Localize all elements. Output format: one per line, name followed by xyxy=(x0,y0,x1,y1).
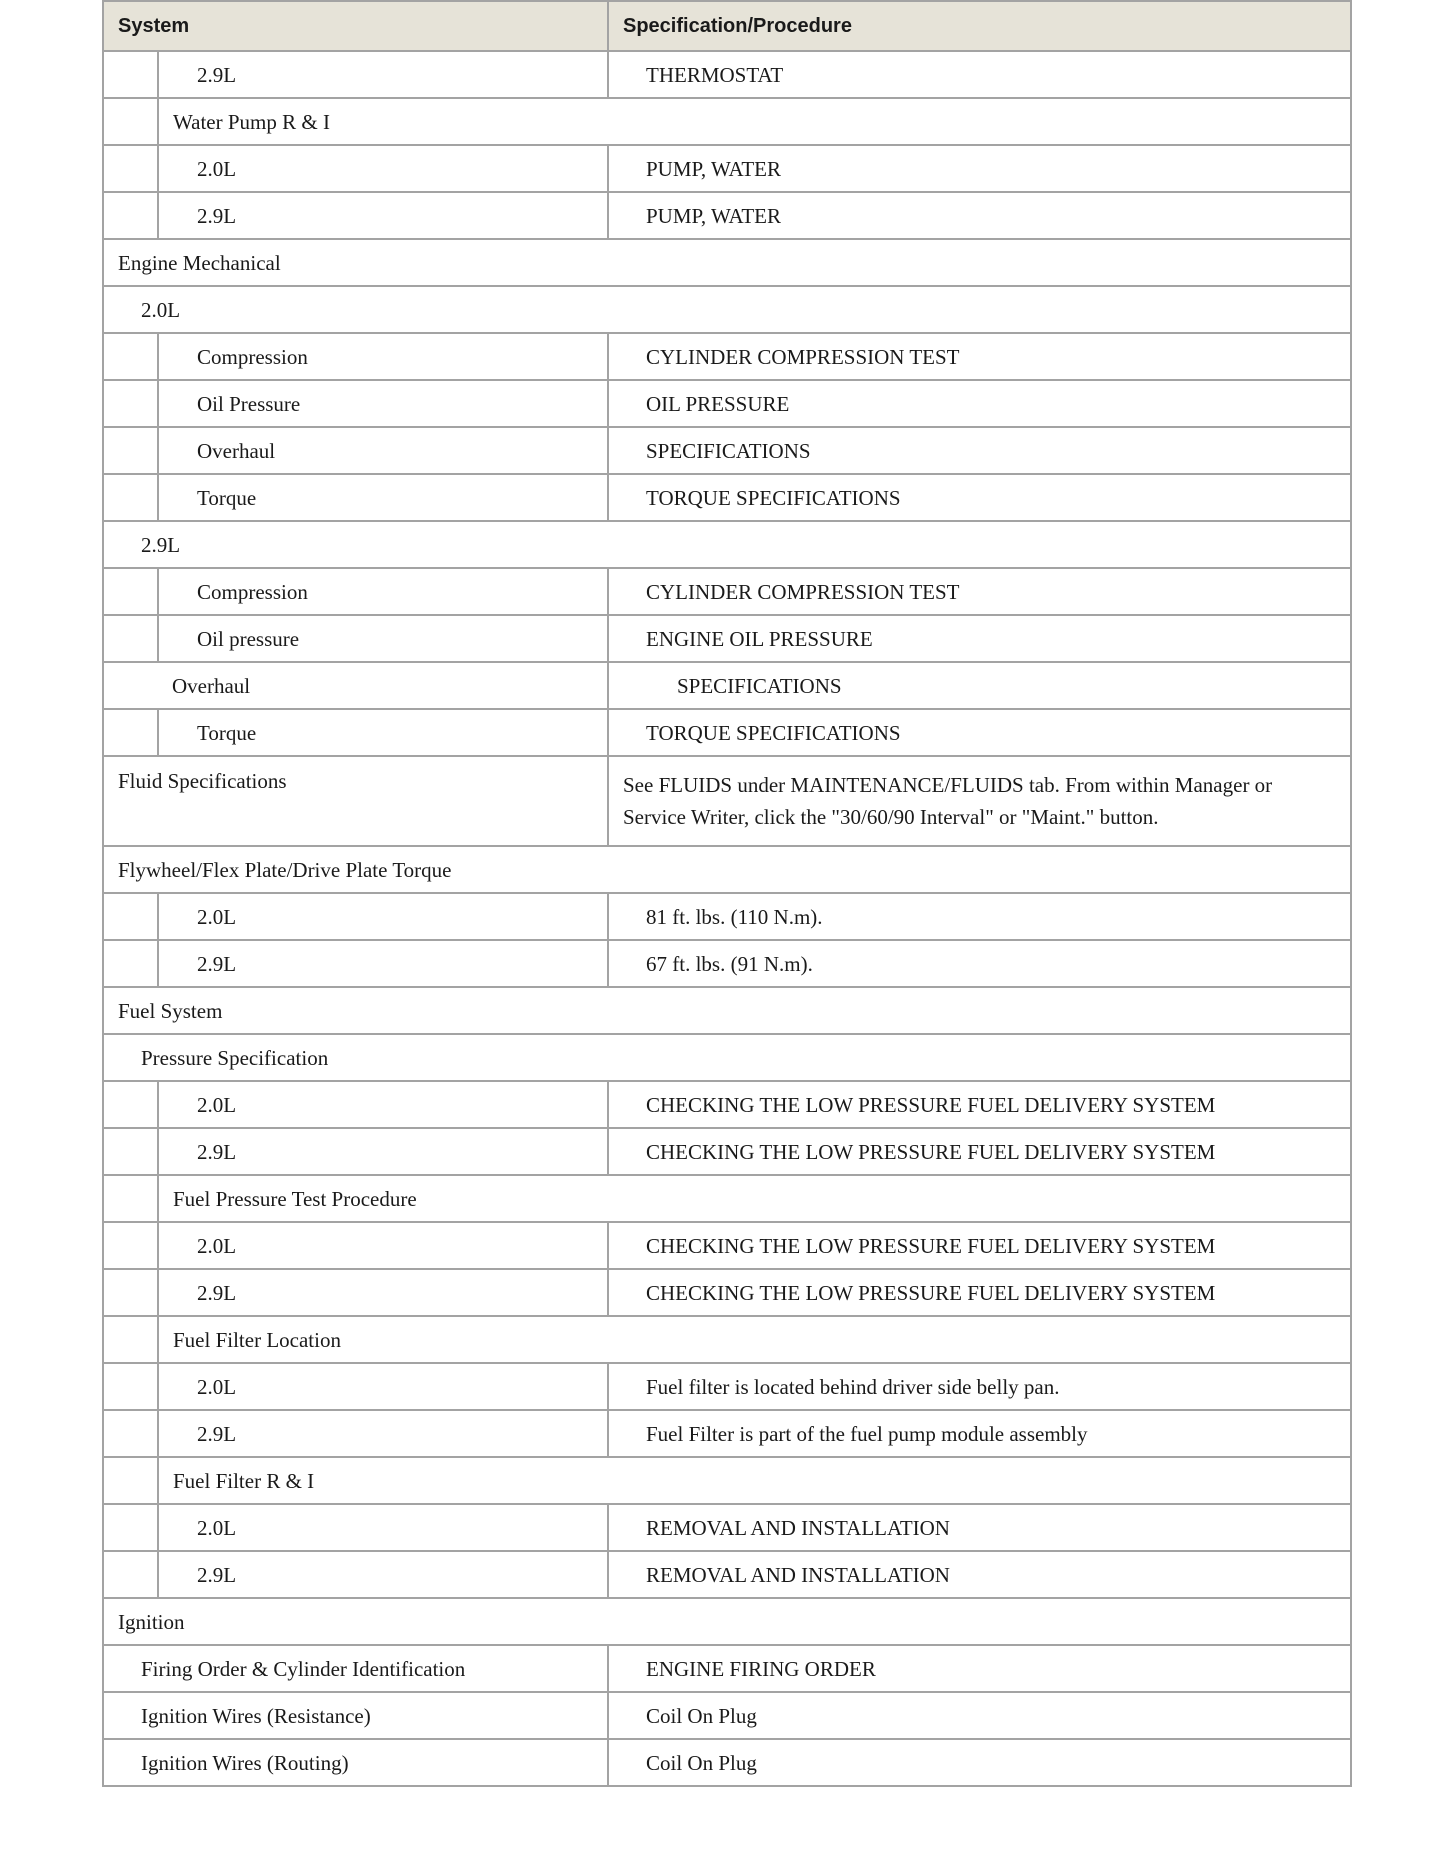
row-value: OIL PRESSURE xyxy=(608,380,1351,427)
indent-cell xyxy=(103,333,158,380)
indent-cell xyxy=(103,615,158,662)
row-value: REMOVAL AND INSTALLATION xyxy=(608,1504,1351,1551)
row-label: 2.9L xyxy=(158,1551,608,1598)
row-label: Firing Order & Cylinder Identification xyxy=(103,1645,608,1692)
row-subheading: Water Pump R & I xyxy=(158,98,1351,145)
table-row xyxy=(103,1598,1351,1645)
indent-cell xyxy=(103,940,158,987)
indent-cell xyxy=(103,1504,158,1551)
indent-cell xyxy=(103,709,158,756)
table-row xyxy=(103,1739,1351,1786)
row-label: 2.0L xyxy=(158,893,608,940)
indent-cell xyxy=(103,145,158,192)
row-label: 2.0L xyxy=(158,1222,608,1269)
indent-cell xyxy=(103,98,158,145)
table-row xyxy=(103,1363,1351,1410)
table-row xyxy=(103,846,1351,893)
indent-cell xyxy=(103,1363,158,1410)
row-value: SPECIFICATIONS xyxy=(608,662,1351,709)
table-row xyxy=(103,1081,1351,1128)
row-label: Torque xyxy=(158,474,608,521)
row-subheading: 2.9L xyxy=(103,521,1351,568)
indent-cell xyxy=(103,568,158,615)
row-value: CHECKING THE LOW PRESSURE FUEL DELIVERY SYSTEM xyxy=(608,1222,1351,1269)
table-row xyxy=(103,98,1351,145)
table-row xyxy=(103,192,1351,239)
row-value: CHECKING THE LOW PRESSURE FUEL DELIVERY SYSTEM xyxy=(608,1128,1351,1175)
row-label: Ignition Wires (Resistance) xyxy=(103,1692,608,1739)
row-label: Oil pressure xyxy=(158,615,608,662)
table-row xyxy=(103,333,1351,380)
indent-cell xyxy=(103,1457,158,1504)
row-value: TORQUE SPECIFICATIONS xyxy=(608,474,1351,521)
row-value: REMOVAL AND INSTALLATION xyxy=(608,1551,1351,1598)
row-value: Coil On Plug xyxy=(608,1692,1351,1739)
row-subheading: 2.0L xyxy=(103,286,1351,333)
row-label: 2.9L xyxy=(158,1128,608,1175)
table-row xyxy=(103,474,1351,521)
indent-cell xyxy=(103,192,158,239)
row-label: Compression xyxy=(158,333,608,380)
indent-cell xyxy=(103,380,158,427)
table-row xyxy=(103,145,1351,192)
table-row xyxy=(103,380,1351,427)
row-label: Fluid Specifications xyxy=(103,756,608,846)
row-value: CHECKING THE LOW PRESSURE FUEL DELIVERY SYSTEM xyxy=(608,1081,1351,1128)
table-row xyxy=(103,568,1351,615)
indent-cell xyxy=(103,474,158,521)
table-row xyxy=(103,1128,1351,1175)
row-label: Oil Pressure xyxy=(158,380,608,427)
table-row xyxy=(103,1175,1351,1222)
row-value: PUMP, WATER xyxy=(608,192,1351,239)
row-label: 2.0L xyxy=(158,1081,608,1128)
row-label: Compression xyxy=(158,568,608,615)
row-value: ENGINE OIL PRESSURE xyxy=(608,615,1351,662)
row-value: 81 ft. lbs. (110 N.m). xyxy=(608,893,1351,940)
row-subheading: Pressure Specification xyxy=(103,1034,1351,1081)
section-heading: Flywheel/Flex Plate/Drive Plate Torque xyxy=(103,846,1351,893)
column-header-specification: Specification/Procedure xyxy=(608,1,1351,51)
section-heading: Engine Mechanical xyxy=(103,239,1351,286)
row-label: 2.9L xyxy=(158,51,608,98)
row-value: THERMOSTAT xyxy=(608,51,1351,98)
row-label: 2.9L xyxy=(158,1269,608,1316)
indent-cell xyxy=(103,1551,158,1598)
section-heading: Ignition xyxy=(103,1598,1351,1645)
column-header-system: System xyxy=(103,1,608,51)
table-row xyxy=(103,1645,1351,1692)
indent-cell xyxy=(103,893,158,940)
row-label: 2.9L xyxy=(158,940,608,987)
table-row xyxy=(103,1551,1351,1598)
row-label: 2.0L xyxy=(158,1363,608,1410)
table-row xyxy=(103,1222,1351,1269)
row-value: CHECKING THE LOW PRESSURE FUEL DELIVERY SYSTEM xyxy=(608,1269,1351,1316)
indent-cell xyxy=(103,1410,158,1457)
row-label: Overhaul xyxy=(103,662,608,709)
row-value: Fuel Filter is part of the fuel pump module assembly xyxy=(608,1410,1351,1457)
row-value: 67 ft. lbs. (91 N.m). xyxy=(608,940,1351,987)
row-label: 2.0L xyxy=(158,1504,608,1551)
table-row xyxy=(103,893,1351,940)
table-row xyxy=(103,662,1351,709)
row-label: Overhaul xyxy=(158,427,608,474)
indent-cell xyxy=(103,1175,158,1222)
row-value: TORQUE SPECIFICATIONS xyxy=(608,709,1351,756)
specification-table xyxy=(102,0,1352,1787)
row-value: ENGINE FIRING ORDER xyxy=(608,1645,1351,1692)
table-row xyxy=(103,1034,1351,1081)
row-value: SPECIFICATIONS xyxy=(608,427,1351,474)
table-row xyxy=(103,286,1351,333)
row-value: CYLINDER COMPRESSION TEST xyxy=(608,568,1351,615)
indent-cell xyxy=(103,1316,158,1363)
row-subheading: Fuel Filter Location xyxy=(158,1316,1351,1363)
indent-cell xyxy=(103,1269,158,1316)
table-row xyxy=(103,756,1351,846)
table-row xyxy=(103,1457,1351,1504)
row-label: Torque xyxy=(158,709,608,756)
table-row xyxy=(103,1692,1351,1739)
table-row xyxy=(103,51,1351,98)
table-row xyxy=(103,1269,1351,1316)
row-value: PUMP, WATER xyxy=(608,145,1351,192)
row-value: CYLINDER COMPRESSION TEST xyxy=(608,333,1351,380)
table-row xyxy=(103,940,1351,987)
row-value: See FLUIDS under MAINTENANCE/FLUIDS tab. From within Manager or Service Writer, click the "30/60/90 Interval" or "Maint." button. xyxy=(608,756,1351,846)
indent-cell xyxy=(103,1222,158,1269)
table-row xyxy=(103,987,1351,1034)
row-subheading: Fuel Pressure Test Procedure xyxy=(158,1175,1351,1222)
indent-cell xyxy=(103,1128,158,1175)
table-row xyxy=(103,1410,1351,1457)
table-row xyxy=(103,1316,1351,1363)
row-label: 2.9L xyxy=(158,1410,608,1457)
table-row xyxy=(103,521,1351,568)
row-value: Fuel filter is located behind driver side belly pan. xyxy=(608,1363,1351,1410)
row-label: Ignition Wires (Routing) xyxy=(103,1739,608,1786)
table-row xyxy=(103,239,1351,286)
indent-cell xyxy=(103,1081,158,1128)
table-row xyxy=(103,427,1351,474)
table-row xyxy=(103,615,1351,662)
table-row xyxy=(103,1504,1351,1551)
indent-cell xyxy=(103,427,158,474)
row-label: 2.9L xyxy=(158,192,608,239)
table-row xyxy=(103,709,1351,756)
row-subheading: Fuel Filter R & I xyxy=(158,1457,1351,1504)
section-heading: Fuel System xyxy=(103,987,1351,1034)
row-value: Coil On Plug xyxy=(608,1739,1351,1786)
row-label: 2.0L xyxy=(158,145,608,192)
indent-cell xyxy=(103,51,158,98)
table-header-row xyxy=(103,1,1351,51)
